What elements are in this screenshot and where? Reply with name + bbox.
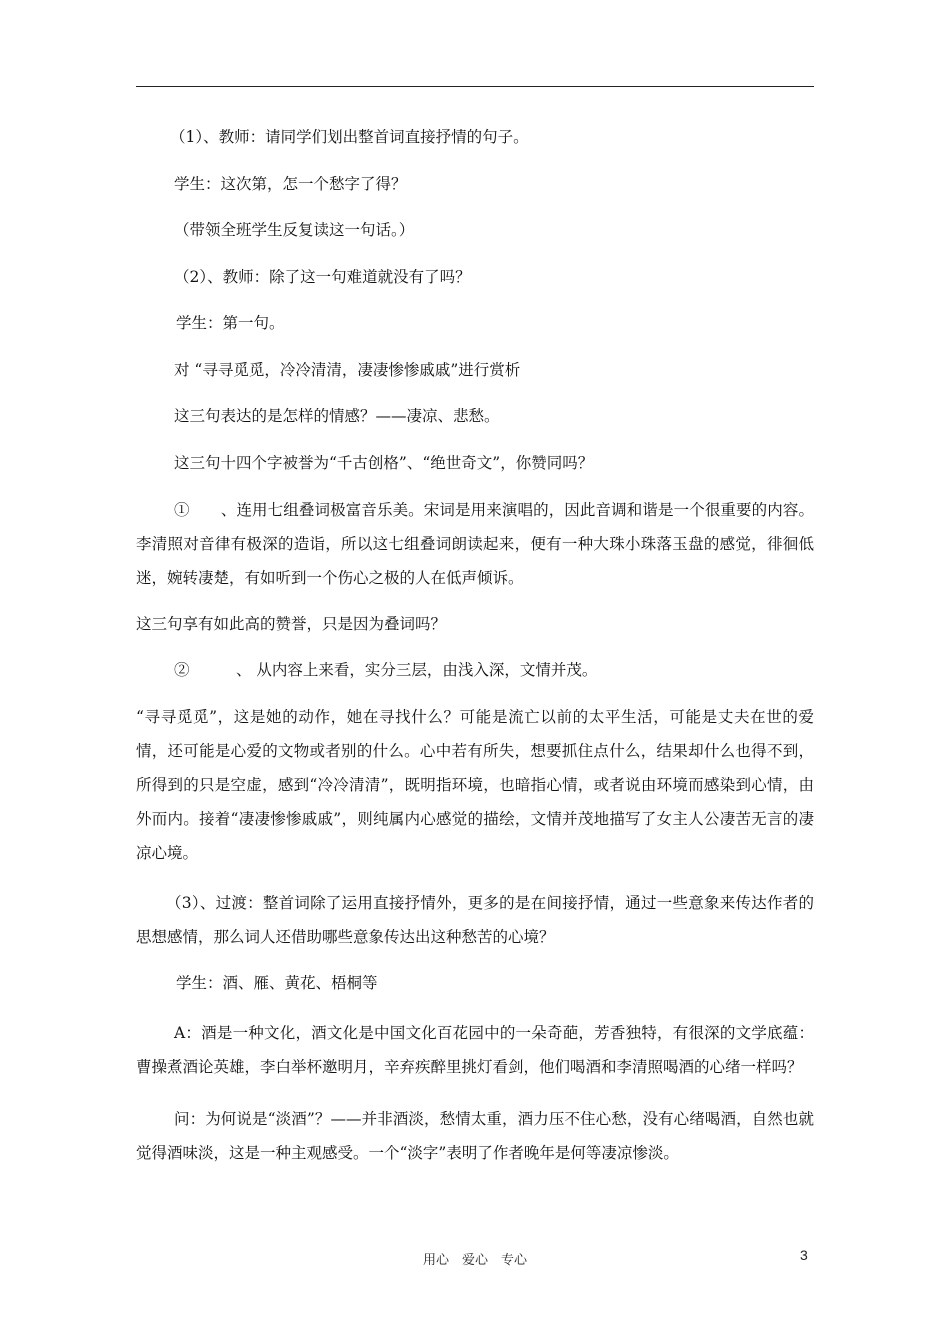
paragraph-1: （1）、教师：请同学们划出整首词直接抒情的句子。 (170, 128, 529, 146)
paragraph-5: 学生：第一句。 (176, 314, 285, 332)
paragraph-9: ① 、连用七组叠词极富音乐美。宋词是用来演唱的，因此音调和谐是一个很重要的内容。李清照对音律有极深的造诣，所以这七组叠词朗读起来，便有一种大珠小珠落玉盘的感觉，徘徊低迷，婉转凄楚，有如听到一个伤心之极的人在低声倾诉。 (136, 501, 814, 587)
footer-motto: 用心 爱心 专心 (422, 1253, 527, 1268)
paragraph-8: 这三句十四个字被誉为“千古创格”、“绝世奇文”，你赞同吗？ (174, 453, 594, 472)
paragraph-2: 学生：这次第，怎一个愁字了得？ (174, 174, 407, 193)
paragraph-4: （2）、教师：除了这一句难道就没有了吗？ (174, 267, 471, 286)
paragraph-10: 这三句享有如此高的赞誉，只是因为叠词吗？ (136, 615, 447, 633)
paragraph-7: 这三句表达的是怎样的情感？——凄凉、悲愁。 (174, 407, 500, 425)
document-body (136, 124, 814, 1170)
paragraph-15: A：酒是一种文化，酒文化是中国文化百花园中的一朵奇葩，芳香独特，有很深的文学底蕴：曹操煮酒论英雄，李白举杯邀明月，辛弃疾醉里挑灯看剑，他们喝酒和李清照喝酒的心绪一样吗？ (136, 1023, 814, 1076)
paragraph-12: “寻寻觅觅”，这是她的动作，她在寻找什么？可能是流亡以前的太平生活，可能是丈夫在世的爱情，还可能是心爱的文物或者别的什么。心中若有所失，想要抓住点什么，结果却什么也得不到，所得到的只是空虚，感到“冷冷清清”，既明指环境，也暗指心情，或者说由环境而感染到心情，由外而内。接着“凄凄惨惨戚戚”，则纯属内心感觉的描绘，文情并茂地描写了女主人公凄苦无言的凄凉心境。 (136, 708, 814, 862)
paragraph-14: 学生：酒、雁、黄花、梧桐等 (176, 974, 378, 992)
paragraph-11: ② 、 从内容上来看，实分三层，由浅入深，文情并茂。 (174, 660, 598, 679)
paragraph-13: （3）、过渡：整首词除了运用直接抒情外，更多的是在间接抒情，通过一些意象来传达作者的思想感情，那么词人还借助哪些意象传达出这种愁苦的心境？ (136, 894, 814, 946)
paragraph-6: 对 “寻寻觅觅，冷冷清清，凄凄惨惨戚戚”进行赏析 (174, 360, 521, 379)
paragraph-16: 问：为何说是“淡酒”？——并非酒淡，愁情太重，酒力压不住心愁，没有心绪喝酒，自然也就觉得酒味淡，这是一种主观感受。一个“淡字”表明了作者晚年是何等凄凉惨淡。 (136, 1109, 814, 1162)
header-rule (136, 86, 814, 87)
page-number: 3 (800, 1247, 808, 1263)
paragraph-3: （带领全班学生反复读这一句话。） (174, 221, 415, 239)
